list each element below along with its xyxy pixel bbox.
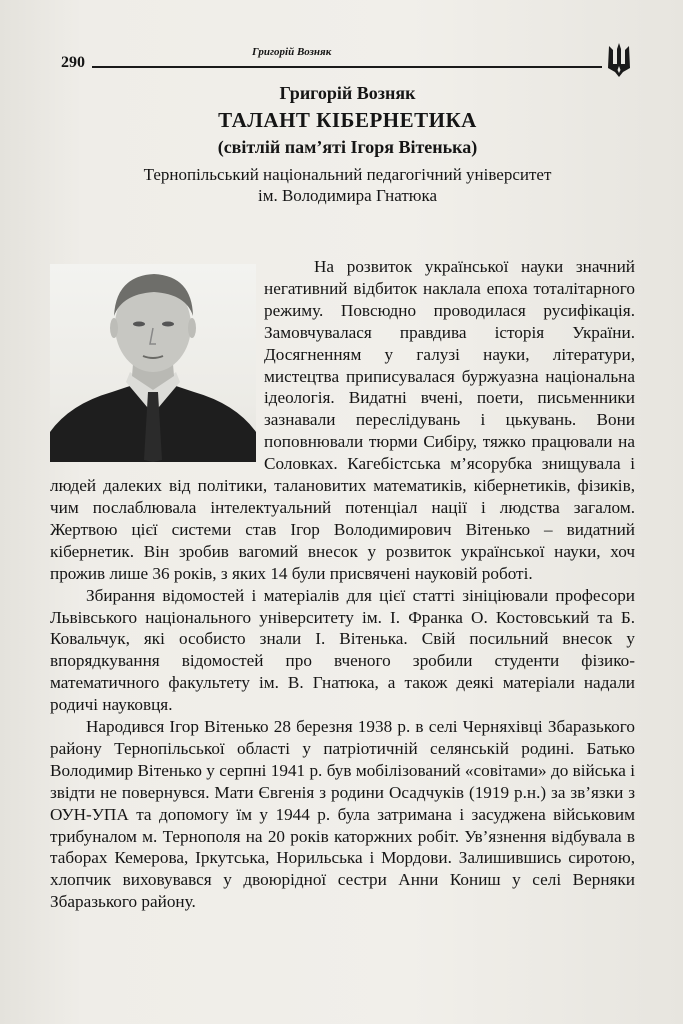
article-author: Григорій Возняк <box>279 83 416 103</box>
trident-icon <box>606 42 632 78</box>
article-title: ТАЛАНТ КІБЕРНЕТИКА <box>218 108 477 132</box>
header-rule <box>92 66 602 68</box>
page-header <box>52 42 632 72</box>
paragraph-1: На розвиток української науки значний негативний відбиток наклала епоха тоталітарного режиму. Повсюдно проводилася русифікація. Замовчувалася правдива історія України. Досягненням у галузі науки, літератури, мистецтва приписувалася буржуазна національна ідеологія. Видатні вчені, поети, письменники зазнавали переслідувань і цькувань. Вони поповнювали тюрми Сибіру, тяжко працювали на Соловках. Кагебістська м’ясорубка знищувала і людей далеких від політики, талановитих математиків, кібернетиків, фізиків, чим послаблювала інтелектуальний потенціал нації і людства загалом. Жертвою цієї системи став Ігор Володимирович Вітенько – видатний кібернетик. Він зробив вагомий внесок у розвиток української науки, хоч прожив лише 36 років, з яких 14 були присвячені науковій роботі. <box>50 257 635 583</box>
running-title: Григорій Возняк <box>252 46 332 58</box>
article-subtitle: (світлій пам’яті Ігоря Вітенька) <box>217 137 478 157</box>
page-number: 290 <box>61 54 85 71</box>
paragraph-3: Народився Ігор Вітенько 28 березня 1938 р. в селі Черняхівці Збаразького району Тернопільської області у патріотичній селянській родині. Батько Володимир Вітенько у серпні 1941 р. був мобілізований «совітами» до війська і звідти не повернувся. Мати Євгенія з родини Осадчуків (1919 р.н.) за зв’язки з ОУН-УПА та допомогу їм у 1944 р. була затримана і засуджена військовим трибуналом м. Тернополя на 20 років каторжних робіт. Ув’язнення відбувала в таборах Кемерова, Іркутська, Норильська і Мордови. Залишившись сиротою, хлопчик виховувався у двоюрідної сестри Анни Кониш у селі Верняки Збаразького району. <box>50 717 635 912</box>
affiliation-line-1: Тернопільський національний педагогічний університет <box>143 165 552 184</box>
article-heading <box>50 80 645 206</box>
photo-wrap-spacer <box>50 256 264 464</box>
article-body <box>50 256 635 913</box>
affiliation-line-2: ім. Володимира Гнатюка <box>257 186 438 205</box>
paragraph-2: Збирання відомостей і матеріалів для цієї статті зініціювали професори Львівського національного університету ім. І. Франка О. Костовський та Б. Ковальчук, які особисто знали І. Вітенька. Свій посильний внесок у впорядкування відомостей про вченого зробили студенти фізико-математичного факультету ім. В. Гнатюка, а також деякі матеріали надали родичі науковця. <box>50 585 635 715</box>
